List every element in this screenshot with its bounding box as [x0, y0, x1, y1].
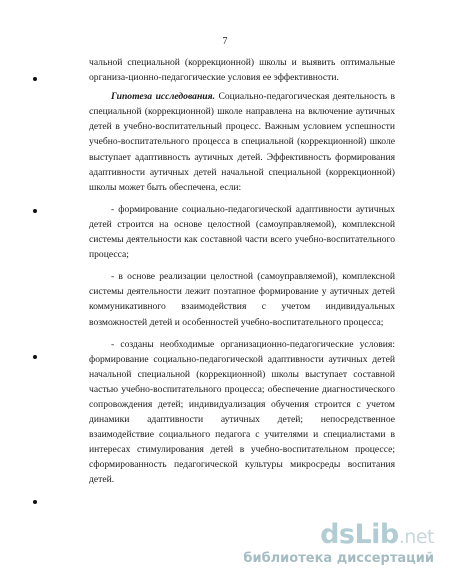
margin-bullet-1 — [33, 77, 37, 81]
hypothesis-label: Гипотеза исследования. — [111, 91, 215, 103]
paragraph-intro-end: чальной специальной (коррекционной) школы и выявить оптимальные организа-ционно-педагогические условия ее эффективности. — [89, 57, 395, 84]
dslib-logo — [243, 521, 434, 551]
paragraph-condition-2: - в основе реализации целостной (самоуправляемой), комплексной системы деятельности лежит поэтапное формирование у аутичных детей коммуникативного взаимодействия с учетом индивидуальных возможностей детей и особенностей учебно-воспитательного процесса; — [89, 271, 395, 328]
margin-bullet-2 — [33, 209, 37, 213]
page-number: 7 — [222, 36, 228, 47]
dslib-logo-domain: .net — [398, 526, 434, 548]
dslib-watermark — [243, 521, 434, 566]
dslib-logo-main: dsLib — [320, 519, 399, 550]
paragraph-condition-1: - формирование социально-педагогической адаптивности аутичных детей строится на основе целостной (самоуправляемой), комплексной системы деятельности как составной части всего учебно-воспитательного процесса; — [89, 203, 395, 261]
paragraph-condition-3: - созданы необходимые организационно-педагогические условия: формирование социально-педагогической адаптивности аутичных детей начальной специальной (коррекционной) школы выступает составной частью учебно-воспитательного процесса; обеспечение диагностического сопровождения детей; индивидуализация обучения строится с учетом динамики адаптивности аутичных детей; непосредственное взаимодействие социального педагога с учителями и специалистами в интересах стимулирования детей в учебно-воспитательном процессе; сформированность педагогической культуры микросреды воспитания детей. — [89, 338, 395, 486]
hypothesis-text: Социально-педагогическая деятельность в специальной (коррекционной) школе направлена на включение аутичных детей в учебно-воспитательный процесс. Важным условием успешности учебно-воспитательного процесса в специальной (коррекционной) школе выступает адаптивность аутичных детей. Эффективность формирования адаптивности аутичных детей начальной специальной (коррекционной) школы может быть обеспечена, если: — [89, 91, 396, 193]
margin-bullet-4 — [33, 500, 37, 504]
dslib-subtitle: библиотека диссертаций — [243, 551, 434, 566]
body-text — [89, 55, 395, 488]
paragraph-hypothesis — [89, 89, 395, 195]
margin-bullet-3 — [33, 355, 37, 359]
